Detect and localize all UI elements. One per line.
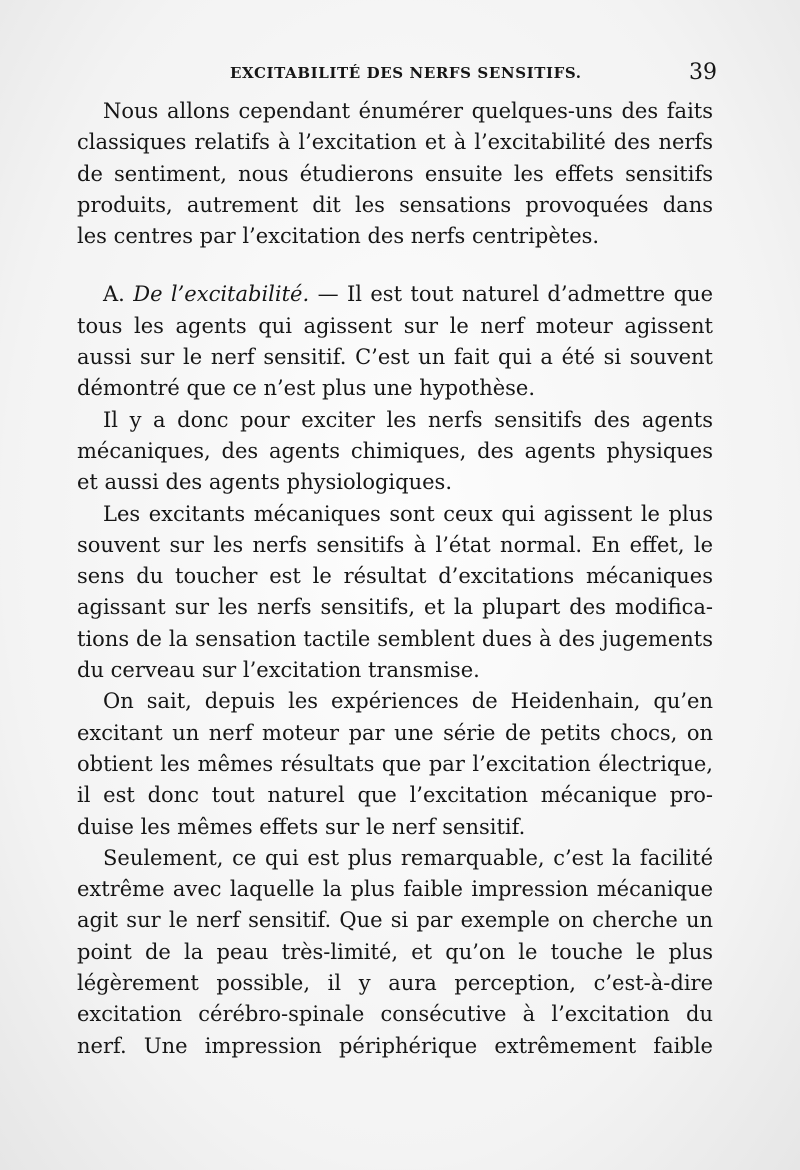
section-label: A. xyxy=(103,282,125,307)
text-line: il est donc tout naturel que l’excitation mécanique pro- xyxy=(77,783,713,808)
text-line: souvent sur les nerfs sensitifs à l’état normal. En effet, le xyxy=(77,532,713,557)
text-line: excitant un nerf moteur par une série de petits chocs, on xyxy=(77,720,713,745)
text-line: duise les mêmes effets sur le nerf sensitif. xyxy=(77,814,526,839)
text-line: sens du toucher est le résultat d’excitations mécaniques xyxy=(77,564,713,589)
text-line: Nous allons cependant énumérer quelques-uns des faits xyxy=(103,99,713,123)
paragraph-mechanical xyxy=(77,499,713,687)
text-line: nerf. Une impression périphérique extrêmement faible xyxy=(77,1033,713,1058)
page-number: 39 xyxy=(689,60,717,85)
text-line: Seulement, ce qui est plus remarquable, c’est la facilité xyxy=(103,845,713,870)
text-line: produits, autrement dit les sensations provoquées dans xyxy=(77,192,713,217)
text-line: démontré que ce n’est plus une hypothèse. xyxy=(77,376,536,401)
section-gap xyxy=(77,252,713,279)
paragraph-intro xyxy=(77,96,713,252)
text-line: du cerveau sur l’excitation transmise. xyxy=(77,658,480,683)
paragraph-sensitivity xyxy=(77,843,713,1062)
text-line: tous les agents qui agissent sur le nerf moteur agissent xyxy=(77,313,713,338)
text-line: de sentiment, nous étudierons ensuite les effets sensitifs xyxy=(77,161,713,186)
paragraph-agents xyxy=(77,405,713,499)
text-line: Les excitants mécaniques sont ceux qui agissent le plus xyxy=(103,501,713,526)
page-header xyxy=(0,60,800,90)
section-heading-line xyxy=(77,279,713,310)
section-first-line-text: — Il est tout naturel d’admettre que xyxy=(317,282,713,307)
text-line: agissant sur les nerfs sensitifs, et la plupart des modifica- xyxy=(77,595,713,620)
text-line: On sait, depuis les expériences de Heidenhain, qu’en xyxy=(103,689,713,714)
text-line: et aussi des agents physiologiques. xyxy=(77,470,452,495)
section-title: De l’excitabilité. xyxy=(133,282,310,307)
text-line: agit sur le nerf sensitif. Que si par exemple on cherche un xyxy=(77,908,713,933)
paragraph-heidenhain xyxy=(77,686,713,842)
text-line: obtient les mêmes résultats que par l’excitation électrique, xyxy=(77,751,713,776)
text-line: classiques relatifs à l’excitation et à l’excitabilité des nerfs xyxy=(77,130,713,155)
text-line: aussi sur le nerf sensitif. C’est un fait qui a été si souvent xyxy=(77,345,713,370)
text-line: Il y a donc pour exciter les nerfs sensitifs des agents xyxy=(103,407,713,432)
paragraph-section-a xyxy=(77,279,713,404)
body-text xyxy=(77,96,713,1062)
running-title: EXCITABILITÉ DES NERFS SENSITIFS. xyxy=(230,64,582,82)
text-line: point de la peau très-limité, et qu’on le touche le plus xyxy=(77,939,713,964)
text-line: tions de la sensation tactile semblent dues à des jugements xyxy=(77,626,713,651)
text-line: excitation cérébro-spinale consécutive à l’excitation du xyxy=(77,1002,713,1027)
text-line: légèrement possible, il y aura perception, c’est-à-dire xyxy=(77,971,713,996)
text-line: les centres par l’excitation des nerfs centripètes. xyxy=(77,224,600,249)
text-line: extrême avec laquelle la plus faible impression mécanique xyxy=(77,877,713,902)
text-line: mécaniques, des agents chimiques, des agents physiques xyxy=(77,438,713,463)
